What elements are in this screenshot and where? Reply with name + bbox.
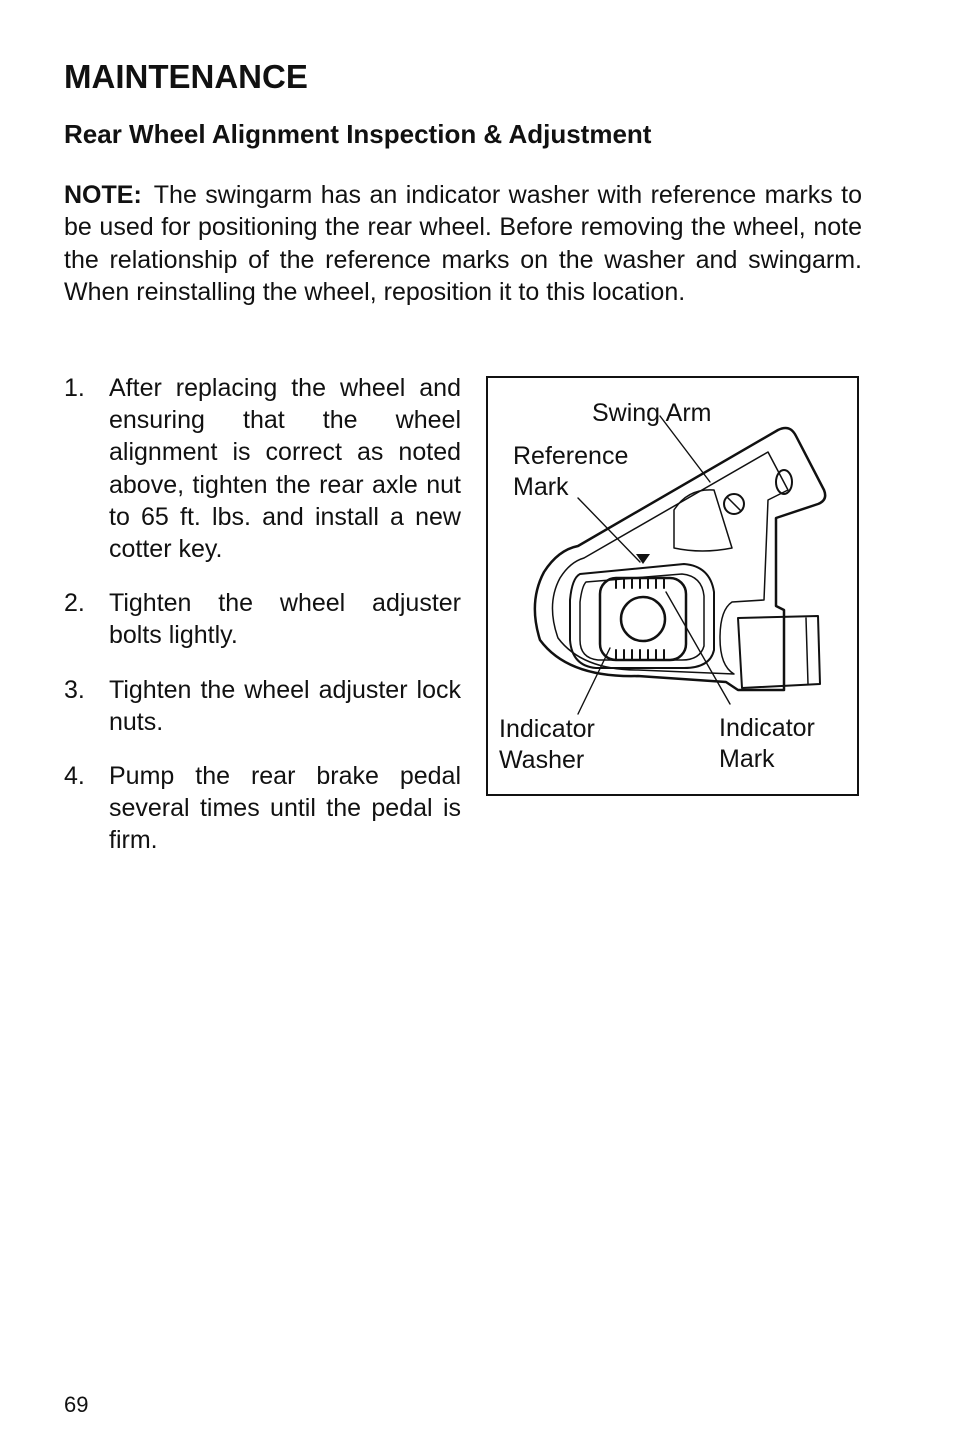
note-paragraph [64,179,862,308]
step-number: 2. [64,589,85,618]
reference-mark-triangle [636,554,650,564]
step-number: 3. [64,675,85,704]
label-swing-arm: Swing Arm [592,399,712,427]
note-text: The swingarm has an indicator washer with reference marks to be used for positioning the rear wheel. Before removing the wheel, note the relationship of the reference marks on the washer and swingarm. When reinstalling the wheel, reposition it to this location. [64,181,862,306]
swing-arm-ridge [674,490,732,551]
swing-arm-inner-edge [552,452,788,674]
page-number: 69 [64,1392,89,1417]
note-label: NOTE: [64,181,142,209]
label-reference-mark-line1: Reference [513,442,629,470]
reference-marks [616,578,664,660]
step-list [64,372,461,879]
label-indicator-washer-line2: Washer [499,746,585,774]
swingarm-figure [486,376,859,796]
step-text: Pump the rear brake pedal several times until the pedal is firm. [109,762,461,855]
step-item [64,674,461,738]
step-number: 4. [64,762,85,791]
label-indicator-mark-line1: Indicator [719,714,815,742]
section-title: MAINTENANCE [64,58,308,95]
step-item [64,587,461,651]
indicator-washer [600,578,686,660]
step-text: After replacing the wheel and ensuring that the wheel alignment is correct as noted above, tighten the rear axle nut to 65 ft. lbs. and install a new cotter key. [109,374,461,564]
step-item [64,760,461,857]
label-indicator-mark-line2: Mark [719,745,775,773]
step-text: Tighten the wheel adjuster lock nuts. [109,675,461,736]
label-indicator-washer-line1: Indicator [499,715,595,743]
step-item [64,372,461,565]
subsection-title: Rear Wheel Alignment Inspection & Adjustment [64,119,652,149]
step-text: Tighten the wheel adjuster bolts lightly. [109,589,461,650]
axle-hole [621,597,665,641]
adjuster-slot [570,564,714,668]
step-number: 1. [64,374,85,402]
label-reference-mark-line2: Mark [513,473,569,501]
